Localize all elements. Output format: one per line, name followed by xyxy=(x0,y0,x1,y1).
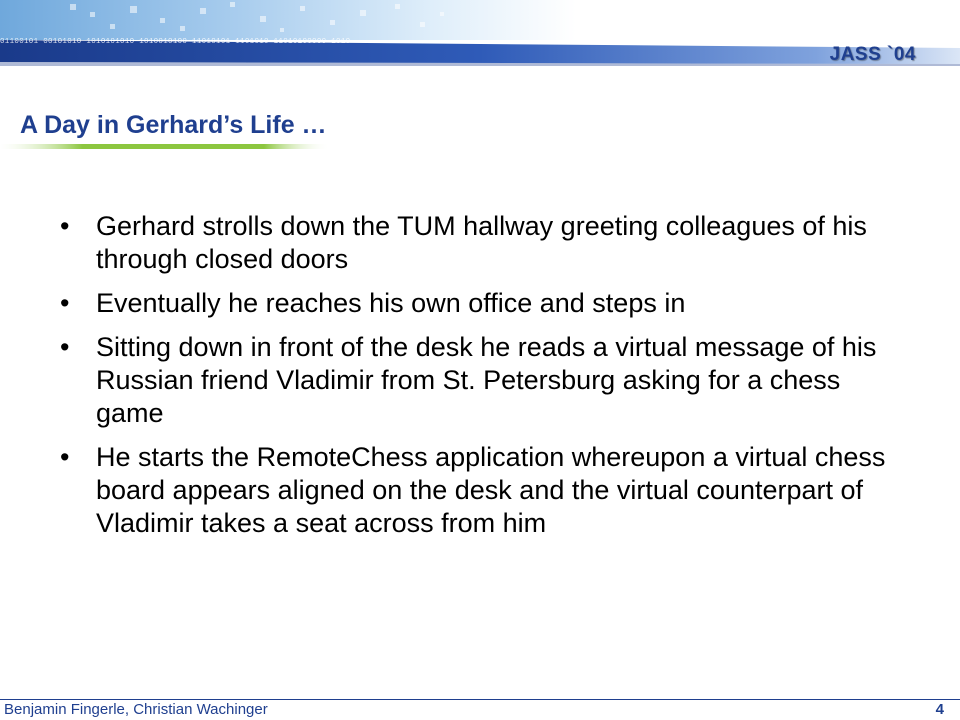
bullet-text: Sitting down in front of the desk he reads a virtual message of his Russian friend Vladimir from St. Petersburg asking for a chess game xyxy=(96,332,877,428)
footer-authors: Benjamin Fingerle, Christian Wachinger xyxy=(4,701,268,718)
bullet-text: Gerhard strolls down the TUM hallway greeting colleagues of his through closed doors xyxy=(96,211,867,274)
footer-divider xyxy=(0,699,960,700)
conference-tag: JASS `04 xyxy=(829,44,916,65)
bullet-dot-icon: • xyxy=(60,288,70,318)
bullet-item xyxy=(60,331,890,430)
slide-title: A Day in Gerhard’s Life … xyxy=(20,111,327,139)
bullet-text: Eventually he reaches his own office and steps in xyxy=(96,288,686,318)
bullet-item xyxy=(60,287,890,320)
bullet-item xyxy=(60,210,890,276)
bullet-item xyxy=(60,441,890,540)
bullet-dot-icon: • xyxy=(60,332,70,362)
binary-strip: 01100101 00101010 1010101010 1010010100 11010101 1101010 11010100000 1010 xyxy=(0,38,351,46)
bullet-text: He starts the RemoteChess application whereupon a virtual chess board appears aligned on the desk and the virtual counterpart of Vladimir takes a seat across from him xyxy=(96,442,886,538)
title-underline xyxy=(0,144,330,149)
bullet-list xyxy=(60,210,890,551)
header-banner xyxy=(0,0,960,82)
bullet-dot-icon: • xyxy=(60,442,70,472)
bullet-dot-icon: • xyxy=(60,211,70,241)
page-number: 4 xyxy=(935,701,944,718)
